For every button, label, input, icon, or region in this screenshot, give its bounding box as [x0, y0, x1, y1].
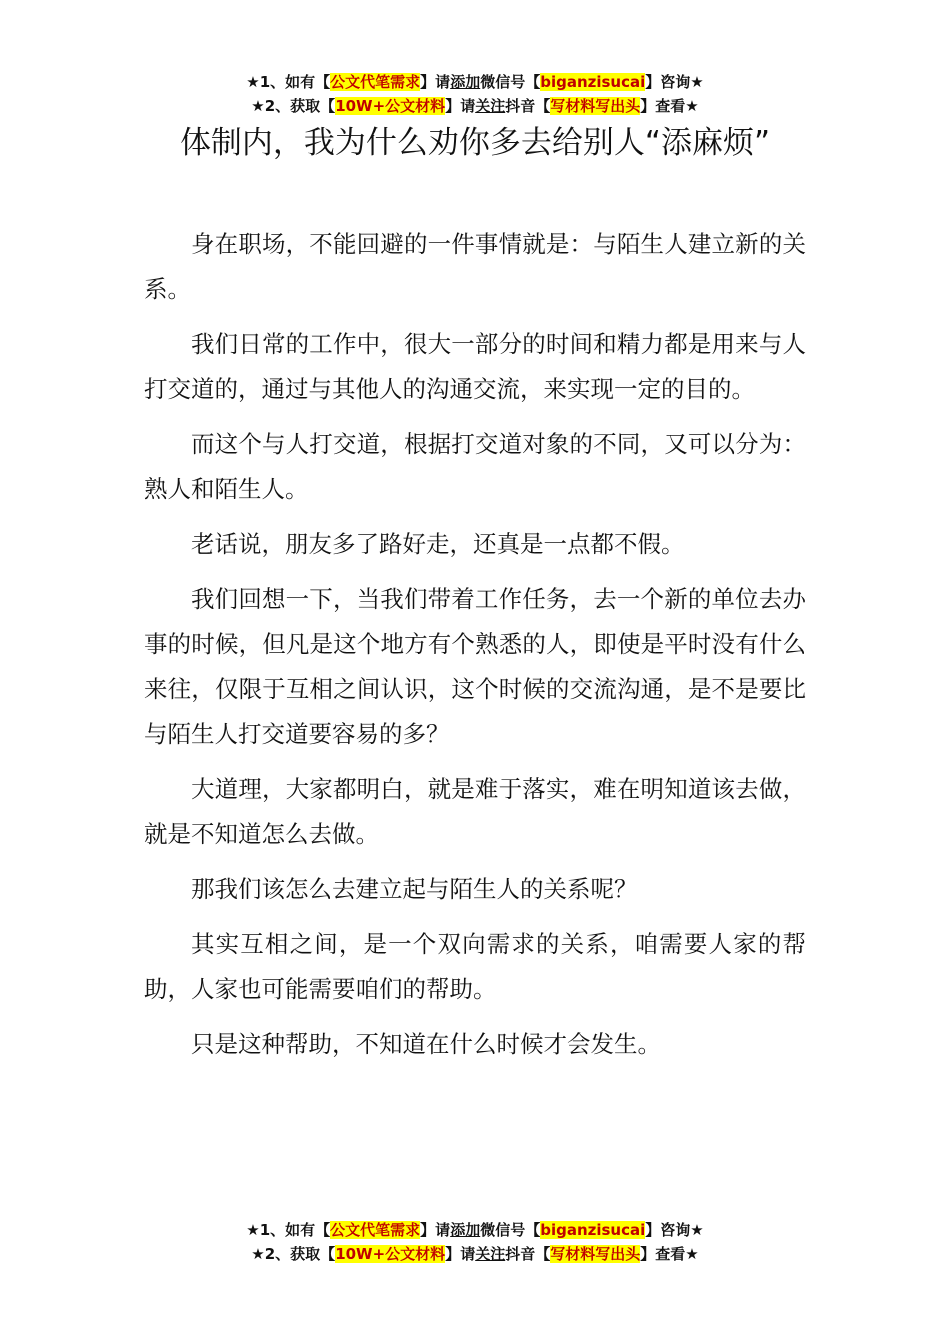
paragraph: 其实互相之间，是一个双向需求的关系，咱需要人家的帮助，人家也可能需要咱们的帮助。	[144, 930, 806, 1003]
banner-underlined-text: 添加	[450, 1221, 481, 1239]
banner-text: 】请	[420, 1221, 451, 1239]
paragraph: 那我们该怎么去建立起与陌生人的关系呢？	[191, 875, 638, 903]
banner-text: 】咨询★	[645, 73, 704, 91]
banner-text: ★2、获取【	[251, 1245, 336, 1263]
banner-underlined-text: 添加	[450, 73, 481, 91]
paragraph: 而这个与人打交道，根据打交道对象的不同，又可以分为：熟人和陌生人。	[144, 430, 806, 503]
highlight-wechat-id: biganzisucai	[540, 73, 646, 91]
banner-text: 微信号【	[480, 1221, 541, 1239]
banner-text: 抖音【	[505, 1245, 551, 1263]
paragraph: 大道理，大家都明白，就是难于落实，难在明知道该去做，就是不知道怎么去做。	[144, 775, 806, 848]
banner-text: 】请	[445, 1245, 476, 1263]
banner-line-2	[0, 94, 950, 118]
banner-line-1	[0, 70, 950, 94]
highlight-writing-service: 公文代笔需求	[330, 73, 421, 91]
banner-underlined-text: 关注	[475, 97, 506, 115]
paragraph: 身在职场，不能回避的一件事情就是：与陌生人建立新的关系。	[144, 230, 806, 303]
banner-text: 】查看★	[640, 97, 699, 115]
document-title: 体制内，我为什么劝你多去给别人“添麻烦”	[179, 125, 771, 161]
banner-text: 】查看★	[640, 1245, 699, 1263]
banner-line-2	[0, 1242, 950, 1266]
paragraph: 我们回想一下，当我们带着工作任务，去一个新的单位去办事的时候，但凡是这个地方有个熟悉的人，即使是平时没有什么来往，仅限于互相之间认识，这个时候的交流沟通，是不是要比与陌生人打交道要容易的多？	[144, 585, 806, 748]
paragraph: 老话说，朋友多了路好走，还真是一点都不假。	[191, 530, 685, 558]
paragraph: 只是这种帮助，不知道在什么时候才会发生。	[191, 1030, 661, 1058]
paragraph: 我们日常的工作中，很大一部分的时间和精力都是用来与人打交道的，通过与其他人的沟通交流，来实现一定的目的。	[144, 330, 806, 403]
banner-text: 】请	[445, 97, 476, 115]
banner-text: 】请	[420, 73, 451, 91]
highlight-writing-service: 公文代笔需求	[330, 1221, 421, 1239]
banner-text: ★2、获取【	[251, 97, 336, 115]
highlight-materials: 10W+公文材料	[335, 1245, 446, 1263]
document-body	[144, 222, 806, 1077]
header-banner	[0, 70, 950, 118]
banner-text: ★1、如有【	[246, 1221, 331, 1239]
banner-line-1	[0, 1218, 950, 1242]
banner-text: ★1、如有【	[246, 73, 331, 91]
footer-banner	[0, 1218, 950, 1266]
highlight-douyin-account: 写材料写出头	[550, 97, 641, 115]
banner-text: 微信号【	[480, 73, 541, 91]
banner-text: 抖音【	[505, 97, 551, 115]
highlight-materials: 10W+公文材料	[335, 97, 446, 115]
highlight-wechat-id: biganzisucai	[540, 1221, 646, 1239]
banner-text: 】咨询★	[645, 1221, 704, 1239]
banner-underlined-text: 关注	[475, 1245, 506, 1263]
highlight-douyin-account: 写材料写出头	[550, 1245, 641, 1263]
